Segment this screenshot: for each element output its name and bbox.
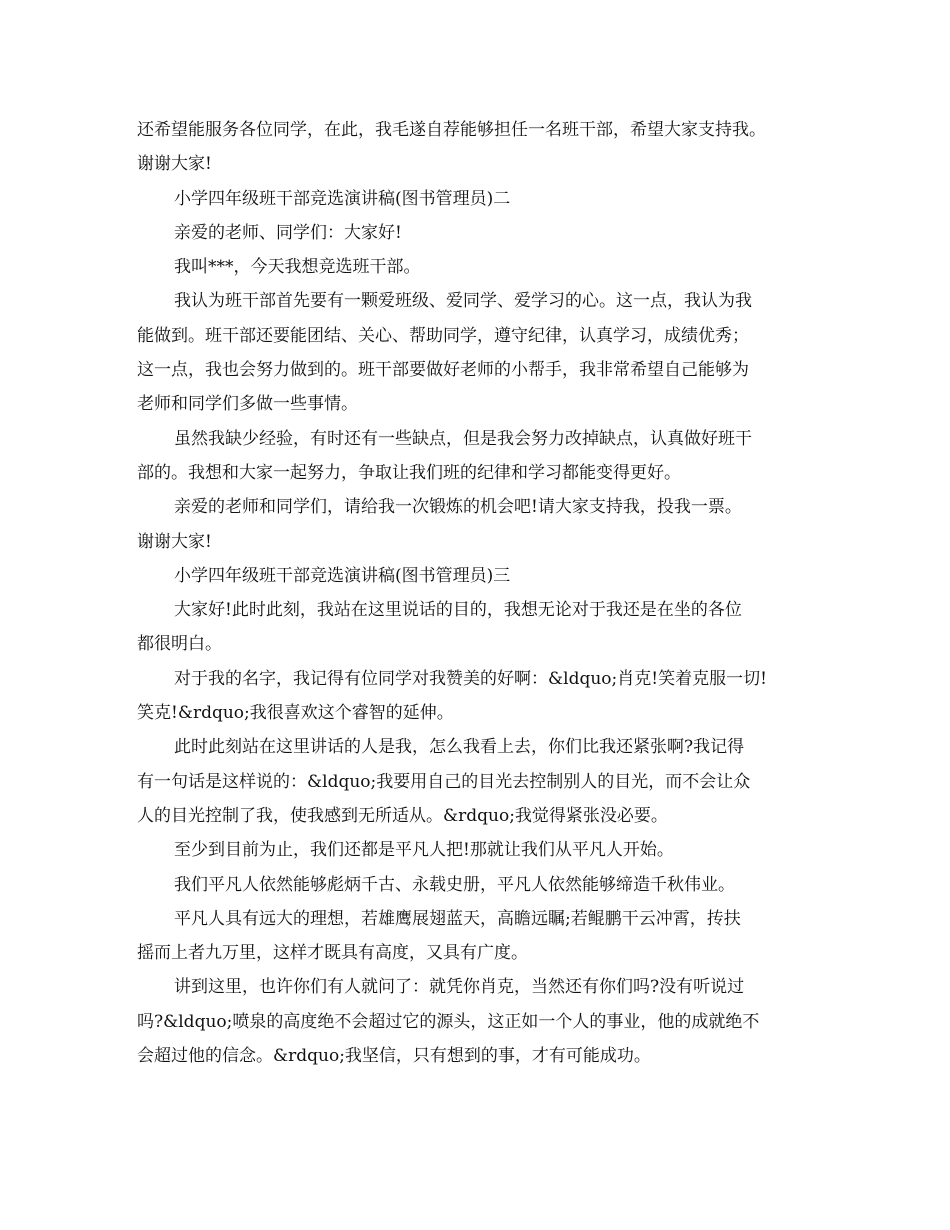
text-line: 能做到。班干部还要能团结、关心、帮助同学，遵守纪律，认真学习，成绩优秀； bbox=[137, 325, 749, 346]
text-line: 会超过他的信念。&rdquo;我坚信，只有想到的事，才有可能成功。 bbox=[137, 1046, 651, 1067]
text-line: 老师和同学们多做一些事情。 bbox=[137, 394, 358, 415]
text-line: 吗?&ldquo;喷泉的高度绝不会超过它的源头，这正如一个人的事业，他的成就绝不 bbox=[137, 1011, 760, 1032]
text-line: 讲到这里，也许你们有人就问了：就凭你肖克，当然还有你们吗?没有听说过 bbox=[174, 977, 745, 998]
text-line: 平凡人具有远大的理想，若雄鹰展翅蓝天，高瞻远瞩;若鲲鹏干云冲霄，抟扶 bbox=[174, 908, 741, 929]
section-title: 小学四年级班干部竞选演讲稿(图书管理员)三 bbox=[174, 565, 511, 586]
text-line: 人的目光控制了我，使我感到无所适从。&rdquo;我觉得紧张没必要。 bbox=[137, 805, 668, 826]
text-line: 摇而上者九万里，这样才既具有高度，又具有广度。 bbox=[137, 943, 528, 964]
text-line: 有一句话是这样说的：&ldquo;我要用自己的目光去控制别人的目光，而不会让众 bbox=[137, 771, 751, 792]
text-line: 至少到目前为止，我们还都是平凡人把!那就让我们从平凡人开始。 bbox=[174, 840, 674, 861]
text-line: 这一点，我也会努力做到的。班干部要做好老师的小帮手，我非常希望自己能够为 bbox=[137, 360, 749, 381]
text-line: 谢谢大家! bbox=[137, 531, 212, 552]
document-body bbox=[137, 113, 837, 1073]
text-line: 亲爱的老师和同学们，请给我一次锻炼的机会吧!请大家支持我，投我一票。 bbox=[174, 497, 742, 518]
text-line: 我认为班干部首先要有一颗爱班级、爱同学、爱学习的心。这一点，我认为我 bbox=[174, 291, 752, 312]
text-line: 部的。我想和大家一起努力，争取让我们班的纪律和学习都能变得更好。 bbox=[137, 462, 681, 483]
section-title: 小学四年级班干部竞选演讲稿(图书管理员)二 bbox=[174, 188, 511, 209]
text-line: 我叫***，今天我想竞选班干部。 bbox=[174, 257, 421, 278]
text-line: 还希望能服务各位同学，在此，我毛遂自荐能够担任一名班干部，希望大家支持我。 bbox=[137, 120, 766, 140]
text-line: 此时此刻站在这里讲话的人是我，怎么我看上去，你们比我还紧张啊?我记得 bbox=[174, 737, 745, 758]
text-line: 对于我的名字，我记得有位同学对我赞美的好啊：&ldquo;肖克!笑着克服一切! bbox=[174, 668, 767, 689]
text-line: 都很明白。 bbox=[137, 634, 222, 655]
text-line: 谢谢大家! bbox=[137, 154, 212, 175]
text-line: 虽然我缺少经验，有时还有一些缺点，但是我会努力改掉缺点，认真做好班干 bbox=[174, 428, 752, 449]
text-line: 笑克!&rdquo;我很喜欢这个睿智的延伸。 bbox=[137, 703, 454, 724]
text-line: 亲爱的老师、同学们：大家好! bbox=[174, 222, 402, 243]
text-line: 大家好!此时此刻，我站在这里说话的目的，我想无论对于我还是在坐的各位 bbox=[174, 600, 742, 621]
text-line: 我们平凡人依然能够彪炳千古、永载史册，平凡人依然能够缔造千秋伟业。 bbox=[174, 874, 735, 895]
